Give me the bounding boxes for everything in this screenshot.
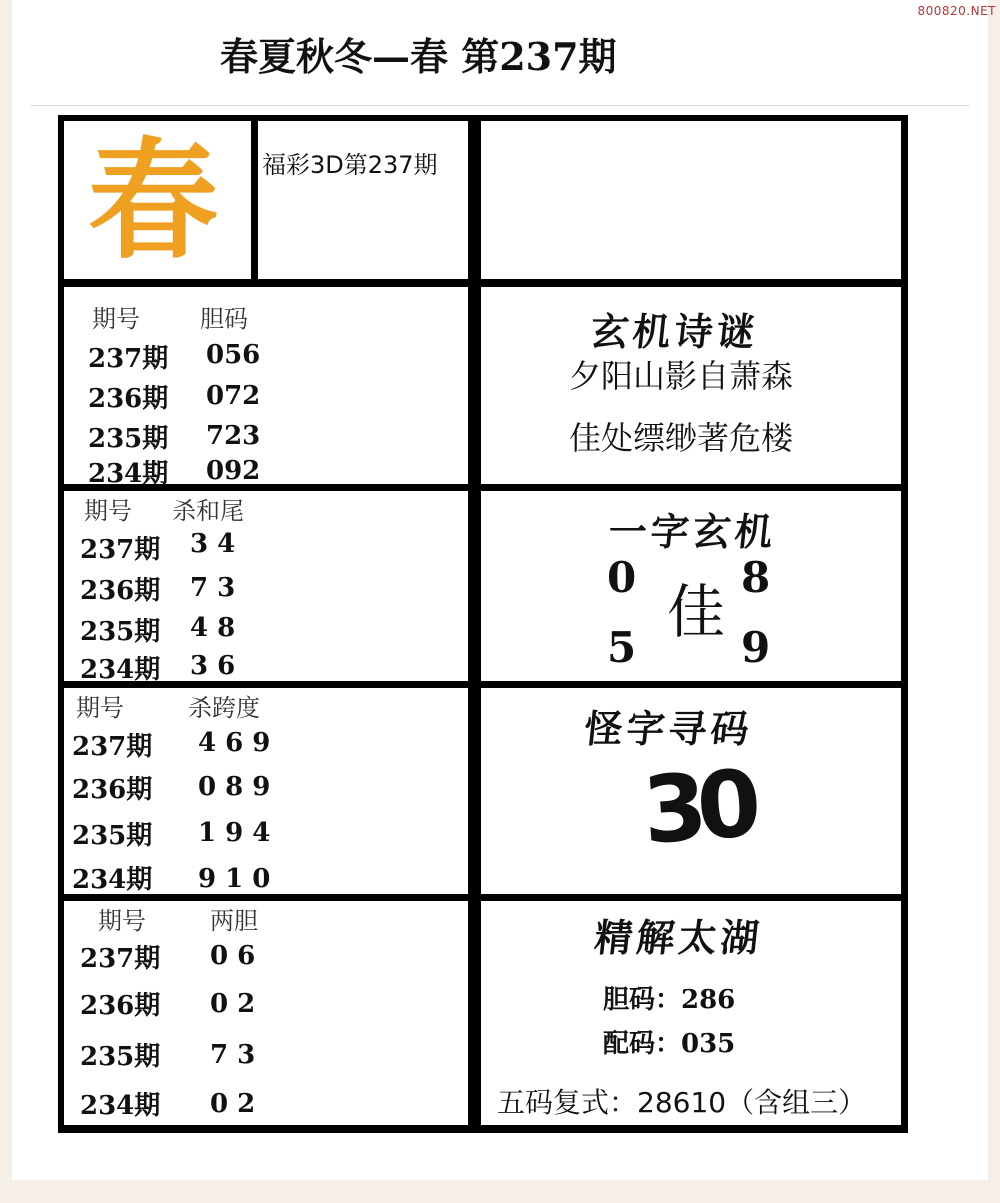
row-period: 236期	[72, 775, 153, 805]
lottery-label-cell	[258, 121, 468, 279]
jing-jie-title: 精解太湖	[592, 915, 766, 960]
row-period: 235期	[80, 617, 161, 647]
row-value: 0 2	[210, 989, 256, 1019]
strange-char-title: 怪字寻码	[582, 706, 756, 751]
column-header-value: 杀和尾	[172, 497, 244, 525]
row-value: 7 3	[210, 1040, 256, 1070]
row-period: 234期	[80, 1091, 161, 1121]
riddle-line-2: 佳处缥缈著危楼	[569, 419, 794, 457]
row-value: 072	[206, 381, 261, 411]
column-header-value: 杀跨度	[188, 694, 260, 722]
row-period: 235期	[80, 1042, 161, 1072]
strange-char-section	[481, 688, 901, 894]
row-period: 237期	[88, 344, 169, 374]
riddle-title: 玄机诗谜	[588, 309, 762, 354]
jing-jie-section	[481, 901, 901, 1125]
row-value: 9 1 0	[198, 864, 271, 894]
one-char-hint: 佳	[667, 578, 726, 646]
row-period: 237期	[72, 732, 153, 762]
column-header-value: 两胆	[210, 907, 258, 935]
row-period: 235期	[72, 821, 153, 851]
row-period: 236期	[80, 991, 161, 1021]
season-char: 春	[88, 124, 219, 277]
one-char-section	[481, 491, 901, 681]
dan-ma-section	[64, 287, 468, 484]
row-value: 0 2	[210, 1089, 256, 1119]
jing-jie-dan-ma: 胆码：286	[603, 985, 736, 1015]
one-char-digit: 5	[607, 623, 637, 672]
sha-kua-du-section	[64, 688, 468, 894]
column-header-period: 期号	[98, 907, 146, 935]
row-value: 4 8	[190, 613, 236, 643]
column-header-period: 期号	[84, 497, 132, 525]
one-char-digit: 0	[607, 553, 637, 602]
row-value: 0 6	[210, 941, 256, 971]
strange-char-code: 30	[639, 750, 755, 865]
page-title: 春夏秋冬—春 第237期	[220, 34, 617, 79]
lottery-label: 福彩3D第237期	[262, 151, 438, 179]
column-header-value: 胆码	[200, 305, 248, 333]
header-divider	[30, 105, 970, 106]
riddle-section	[481, 287, 901, 484]
row-value: 3 6	[190, 651, 236, 681]
jing-jie-pei-ma: 配码：035	[603, 1029, 736, 1059]
column-header-period: 期号	[92, 305, 140, 333]
row-value: 1 9 4	[198, 818, 271, 848]
row-period: 234期	[88, 459, 169, 484]
jing-jie-compound: 五码复式：28610（含组三）	[497, 1086, 867, 1119]
blank-cell	[481, 121, 901, 279]
riddle-line-1: 夕阳山影自萧森	[569, 357, 794, 395]
row-value: 092	[206, 456, 261, 484]
row-period: 235期	[88, 424, 169, 454]
row-period: 236期	[80, 576, 161, 606]
column-header-period: 期号	[76, 694, 124, 722]
row-period: 237期	[80, 535, 161, 565]
row-value: 723	[206, 421, 261, 451]
one-char-digit: 9	[741, 623, 771, 672]
row-period: 234期	[72, 865, 153, 894]
row-value: 056	[206, 340, 261, 370]
site-watermark: 800820.NET	[917, 4, 996, 18]
row-period: 236期	[88, 384, 169, 414]
sha-he-wei-section	[64, 491, 468, 681]
forecast-board	[58, 115, 908, 1133]
row-value: 0 8 9	[198, 772, 271, 802]
season-char-cell	[64, 121, 251, 279]
row-value: 4 6 9	[198, 728, 271, 758]
one-char-title: 一字玄机	[606, 509, 780, 554]
row-value: 7 3	[190, 573, 236, 603]
liang-dan-section	[64, 901, 468, 1125]
row-period: 234期	[80, 655, 161, 681]
row-value: 3 4	[190, 529, 236, 559]
one-char-digit: 8	[741, 553, 771, 602]
row-period: 237期	[80, 944, 161, 974]
